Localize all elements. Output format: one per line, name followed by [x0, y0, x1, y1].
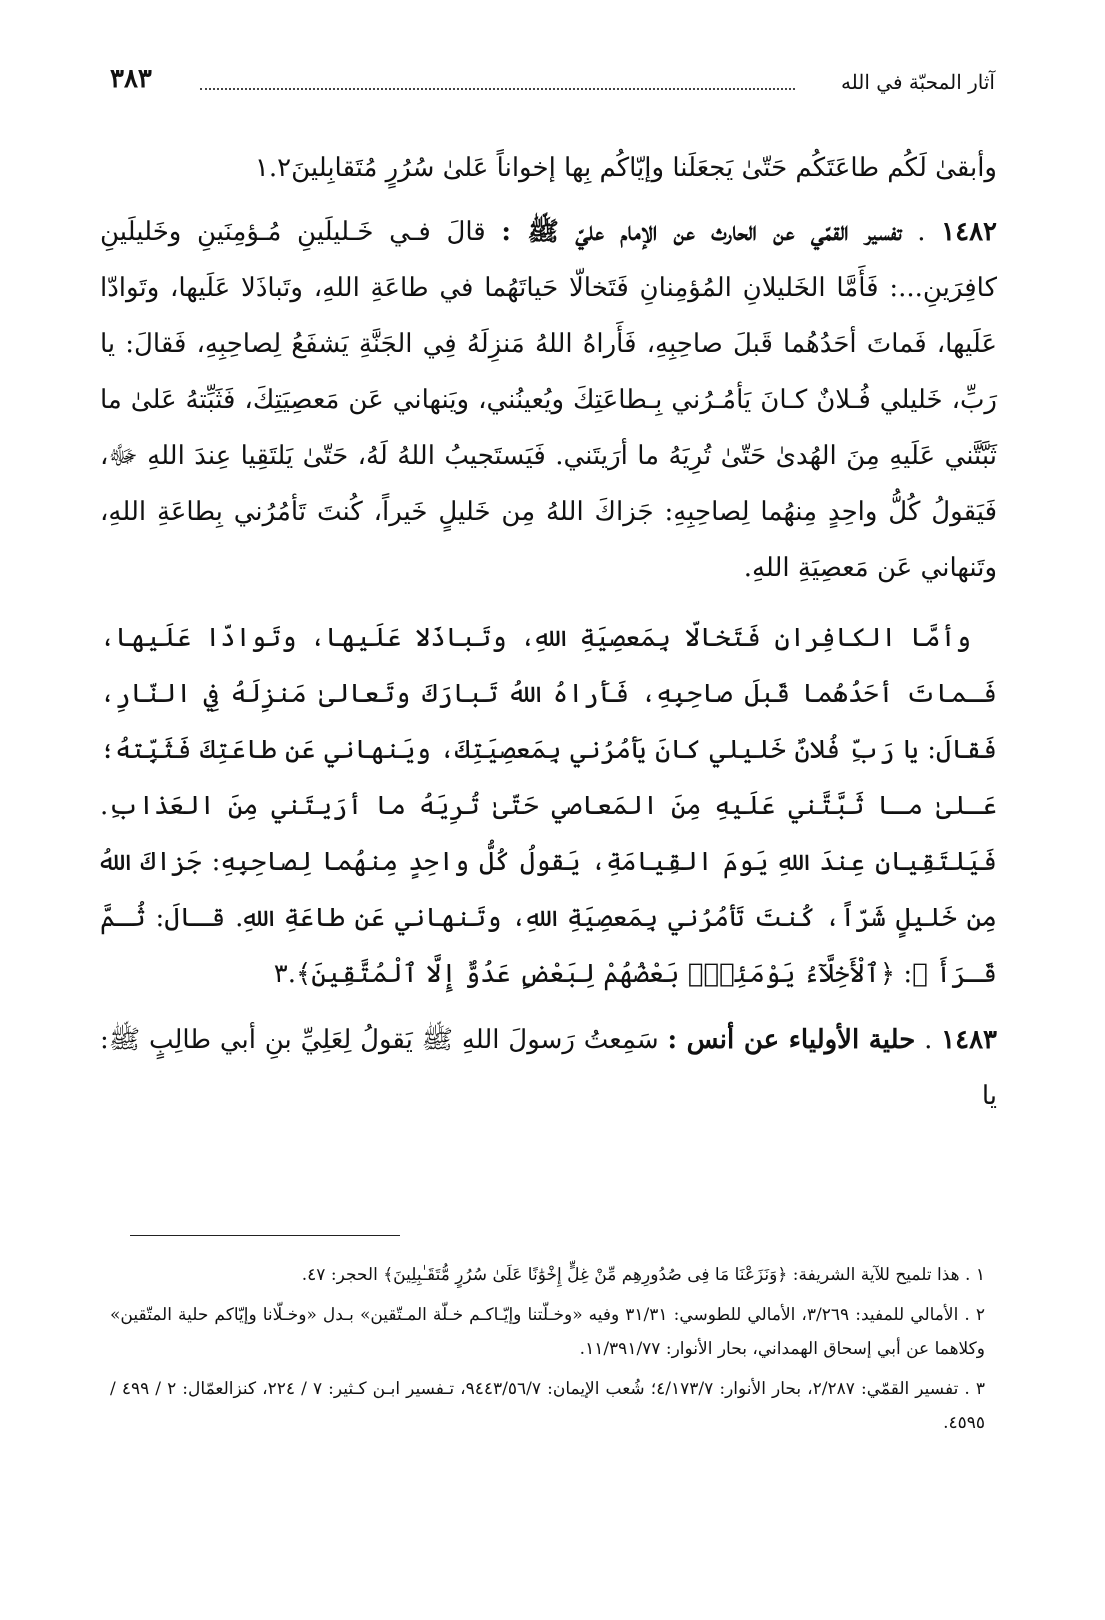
page-number: ٣٨٣ [110, 64, 152, 94]
footnote: ٣ . تفسير القمّي: ٢/٢٨٧، بحار الأنوار: ٤/١٧٣/٧؛ شُعب الإيمان: ٩٤٤٣/٥٦/٧، تـفسير ابـن كـثير: ٧ / ٢٢٤، كنزالعمّال: ٢ / ٤٩٩ / ٤٥٩٥. [110, 1379, 985, 1433]
continuation-paragraph: وأبقىٰ لَكُم طاعَتَكُم حَتّىٰ يَجعَلَنا وإيّاكُم بِها إخواناً عَلىٰ سُرُرٍ مُتَقابِلينَ١.٢ [254, 153, 997, 183]
main-text [100, 140, 997, 1124]
entry-number: ١٤٨٢ [941, 217, 998, 247]
footnote-separator [130, 1235, 400, 1236]
running-header [110, 62, 995, 102]
footnote: ٢ . الأمالي للمفيد: ٣/٢٦٩، الأمالي للطوسي: ٣١/٣١ وفيه «وخـلّتنا وإيّـاكـم خـلّة المـتّقين» بـدل «وخـلّانا وإيّاكم حلية المتّقين» وكلاهما عن أبي إسحاق الهمداني، بحار الأنوار: ١١/٣٩١/٧٧. [110, 1305, 985, 1359]
entry-source: حلية الأولياء عن أنس : [667, 1025, 916, 1055]
hadith-entry-1483: ١٤٨٣ . حلية الأولياء عن أنس : سَمِعتُ رَسولَ اللهِ ﷺ يَقولُ لِعَلِيِّ بنِ أبي طالِبٍ ﷺ: يا [100, 1025, 997, 1111]
header-title: آثار المحبّة في الله [840, 70, 995, 94]
footnote: ١ . هذا تلميح للآية الشريفة: ﴿وَنَزَعْنَا مَا فِى صُدُورِهِم مِّنْ غِلٍّ إِخْوَٰنًا عَلَىٰ سُرُرٍ مُّتَقَـٰبِلِينَ﴾ الحجر: ٤٧. [301, 1265, 985, 1285]
entry-text: سَمِعتُ رَسولَ اللهِ ﷺ يَقولُ لِعَلِيِّ بنِ أبي طالِبٍ ﷺ: يا [100, 1025, 997, 1111]
footnotes [110, 1258, 985, 1446]
entry-text: قالَ فـي خَـليلَينِ مُـؤمِنَينِ وخَليلَينِ كافِرَينِ...: فَأَمَّا الخَليلانِ المُؤمِنانِ فَتَخالّا حَياتَهُما في طاعَةِ اللهِ، وتَباذَلا عَلَيها، وتَوادّا عَلَيها، فَماتَ أحَدُهُما قَبلَ صاحِبِهِ، فَأَراهُ اللهُ مَنزِلَهُ فِي الجَنَّةِ يَشفَعُ لِصاحِبِهِ، فَقالَ: يا رَبِّ، خَليلي فُـلانٌ كـانَ يَأمُـرُني بِـطاعَتِكَ ويُعينُني، ويَنهاني عَن مَعصِيَتِكَ، فَثَبِّتهُ عَلىٰ ما ثَبَّتَّني عَلَيهِ مِنَ الهُدىٰ حَتّىٰ تُرِيَهُ ما أرَيتَني. فَيَستَجيبُ اللهُ لَهُ، حَتّىٰ يَلتَقِيا عِندَ اللهِ ﷻ، فَيَقولُ كُلُّ واحِدٍ مِنهُما لِصاحِبِهِ: جَزاكَ اللهُ مِن خَليلٍ خَيراً، كُنتَ تَأمُرُني بِطاعَةِ اللهِ، وتَنهاني عَن مَعصِيَةِ اللهِ. [100, 217, 997, 583]
entry-number: ١٤٨٣ [941, 1025, 997, 1055]
hadith-paragraph-2: وأمَّا الكافِرانِ فَتَخالّا بِمَعصِيَةِ اللهِ، وتَباذَلا عَلَيها، وتَوادّا عَلَيها، فَـماتَ أحَدُهُما قَبلَ صاحِبِهِ، فَأَراهُ اللهُ تَبارَكَ وتَعالىٰ مَنزِلَهُ فِي النّارِ، فَقالَ: يا رَبِّ فُلانٌ خَليلي كانَ يَأمُرُني بِمَعصِيَتِكَ، ويَنهاني عَن طاعَتِكَ فَثَبِّتهُ؛ عَـلىٰ مـا ثَبَّتَّني عَلَيهِ مِنَ المَعاصي حَتّىٰ تُرِيَهُ ما أرَيتَني مِنَ العَذابِ. فَيَلتَقِيانِ عِندَ اللهِ يَومَ القِيامَةِ، يَقولُ كُلُّ واحِدٍ مِنهُما لِصاحِبِهِ: جَزاكَ اللهُ مِن خَليلٍ شَرّاً، كُنتَ تَأمُرُني بِمَعصِيَةِ اللهِ، وتَنهاني عَن طاعَةِ اللهِ. قـالَ: ثُـمَّ قَـرَأَ ﷺ: ﴿ٱلْأَخِلَّآءُ يَوْمَئِذٍۭ بَعْضُهُمْ لِبَعْضٍ عَدُوٌّ إِلَّا ٱلْمُتَّقِينَ﴾.٣ [100, 623, 997, 989]
entry-source: تفسير القمّي عن الحارث عن الإمام عليّ ﷺ : [501, 217, 902, 247]
header-dotted-leader [200, 88, 795, 90]
hadith-entry-1482: ١٤٨٢ . تفسير القمّي عن الحارث عن الإمام عليّ ﷺ : قالَ فـي خَـليلَينِ مُـؤمِنَينِ وخَليلَينِ كافِرَينِ...: فَأَمَّا الخَليلانِ المُؤمِنانِ فَتَخالّا حَياتَهُما في طاعَةِ اللهِ، وتَباذَلا عَلَيها، وتَوادّا عَلَيها، فَماتَ أحَدُهُما قَبلَ صاحِبِهِ، فَأَراهُ اللهُ مَنزِلَهُ فِي الجَنَّةِ يَشفَعُ لِصاحِبِهِ، فَقالَ: يا رَبِّ، خَليلي فُـلانٌ كـانَ يَأمُـرُني بِـطاعَتِكَ ويُعينُني، ويَنهاني عَن مَعصِيَتِكَ، فَثَبِّتهُ عَلىٰ ما ثَبَّتَّني عَلَيهِ مِنَ الهُدىٰ حَتّىٰ تُرِيَهُ ما أرَيتَني. فَيَستَجيبُ اللهُ لَهُ، حَتّىٰ يَلتَقِيا عِندَ اللهِ ﷻ، فَيَقولُ كُلُّ واحِدٍ مِنهُما لِصاحِبِهِ: جَزاكَ اللهُ مِن خَليلٍ خَيراً، كُنتَ تَأمُرُني بِطاعَةِ اللهِ، وتَنهاني عَن مَعصِيَةِ اللهِ. [100, 217, 998, 583]
